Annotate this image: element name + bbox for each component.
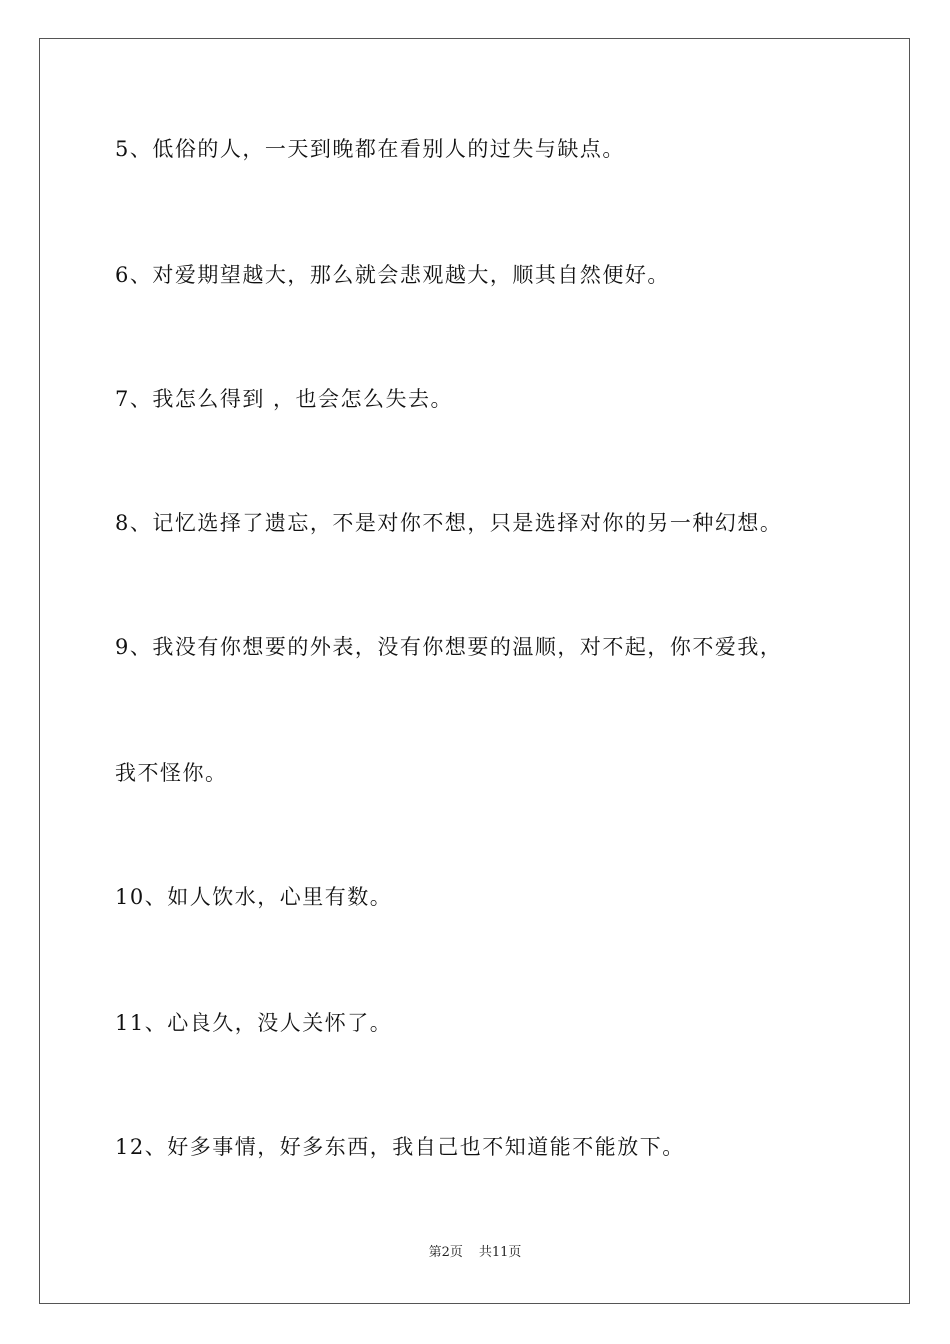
text-line-11: 11、心良久，没人关怀了。 — [115, 1011, 393, 1035]
text-line-9: 9、我没有你想要的外表，没有你想要的温顺，对不起，你不爱我， — [115, 635, 783, 659]
text-line-6: 6、对爱期望越大，那么就会悲观越大，顺其自然便好。 — [115, 263, 670, 287]
page-total: 共11页 — [478, 1245, 522, 1260]
text-line-7: 7、我怎么得到 ，也会怎么失去。 — [115, 387, 454, 411]
text-line-8: 8、记忆选择了遗忘，不是对你不想，只是选择对你的另一种幻想。 — [115, 511, 783, 535]
text-line-9-continued: 我不怪你。 — [115, 761, 228, 785]
page-border — [39, 38, 910, 1304]
text-line-10: 10、如人饮水，心里有数。 — [115, 885, 393, 909]
page-number: 第2页 — [428, 1245, 463, 1260]
text-line-12: 12、好多事情，好多东西，我自己也不知道能不能放下。 — [115, 1135, 685, 1159]
page-footer — [0, 1244, 950, 1262]
text-line-5: 5、低俗的人，一天到晚都在看别人的过失与缺点。 — [115, 137, 625, 161]
